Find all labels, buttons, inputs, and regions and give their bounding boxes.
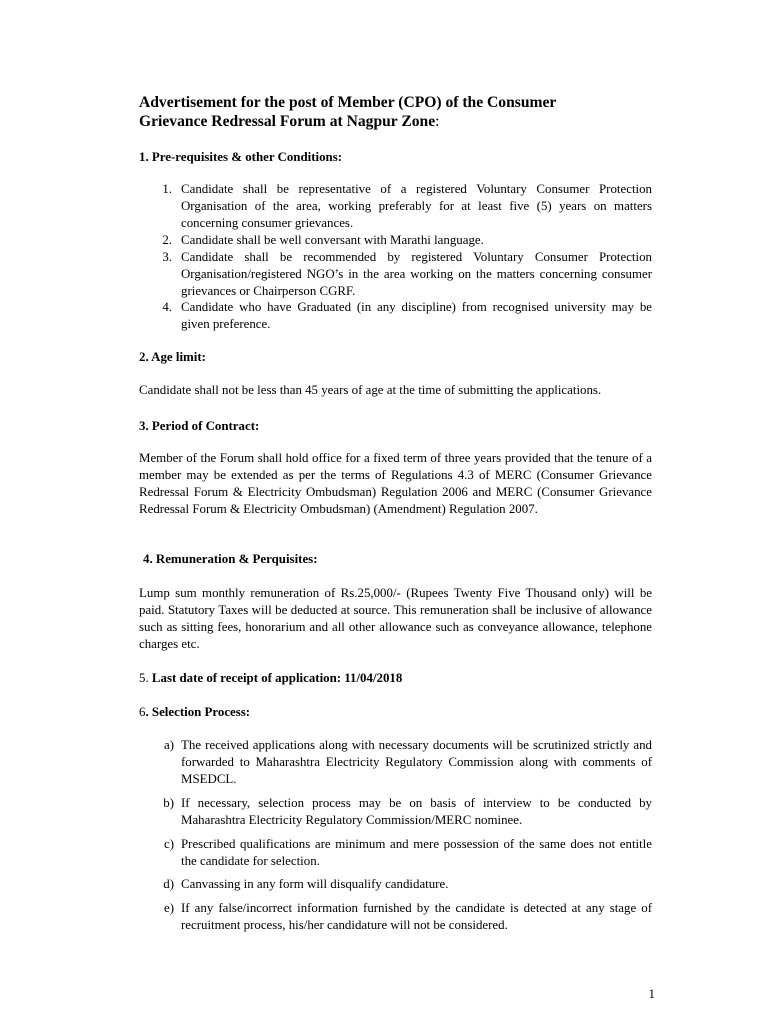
list-item-letter: b) <box>163 796 174 810</box>
section-2-text: Candidate shall not be less than 45 years of age at the time of submitting the applications. <box>139 383 602 397</box>
section-6-number: 6 <box>139 705 146 719</box>
title-colon: : <box>435 113 440 130</box>
page-number: 1 <box>648 987 655 1001</box>
list-item-letter: c) <box>163 837 174 851</box>
list-item: If any false/incorrect information furnished by the candidate is detected at any stage of recruitment process, his/her candidature will not be considered. <box>181 901 652 932</box>
list-item-number: 2. <box>162 233 172 247</box>
document-title <box>139 93 652 131</box>
list-item: Prescribed qualifications are minimum and mere possession of the same does not entitle the candidate for selection. <box>181 837 652 868</box>
section-1-heading: 1. Pre-requisites & other Conditions: <box>139 150 343 164</box>
section-6-title: . Selection Process: <box>145 705 251 719</box>
title-line-2: Grievance Redressal Forum at Nagpur Zone <box>139 113 436 130</box>
list-item: Candidate who have Graduated (in any discipline) from recognised university may be given preference. <box>181 300 652 331</box>
list-item-number: 4. <box>162 300 172 314</box>
list-item-letter: e) <box>163 901 174 915</box>
section-5-number: 5. <box>139 671 149 685</box>
list-item-letter: d) <box>163 877 174 891</box>
title-line-1: Advertisement for the post of Member (CPO) of the Consumer <box>139 94 557 111</box>
section-6-heading <box>139 704 652 721</box>
section-4-text: Lump sum monthly remuneration of Rs.25,000/- (Rupees Twenty Five Thousand only) will be paid. Statutory Taxes will be deducted at source. This remuneration shall be inclusive of allowance such as sitting fees, honorarium and all other allowance such as conveyance allowance, telephone charges etc. <box>139 586 652 651</box>
list-item-number: 1. <box>162 182 172 196</box>
section-3-text: Member of the Forum shall hold office for a fixed term of three years provided that the tenure of a member may be extended as per the terms of Regulations 4.3 of MERC (Consumer Grievance Redressal Forum & Electricity Ombudsman) Regulation 2006 and MERC (Consumer Grievance Redressal Forum & Electricity Ombudsman) (Amendment) Regulation 2007. <box>139 451 652 516</box>
list-item: Candidate shall be representative of a registered Voluntary Consumer Protection Organisation of the area, working preferably for at least five (5) years on matters concerning consumer grievances. <box>181 182 652 230</box>
list-item: Candidate shall be well conversant with Marathi language. <box>181 233 484 247</box>
section-2-heading: 2. Age limit: <box>139 350 206 364</box>
list-item: If necessary, selection process may be on basis of interview to be conducted by Maharashtra Electricity Regulatory Commission/MERC nominee. <box>181 796 652 827</box>
list-item-letter: a) <box>163 738 174 752</box>
list-item: Canvassing in any form will disqualify candidature. <box>181 877 449 891</box>
section-5-title: Last date of receipt of application: 11/04/2018 <box>151 671 403 685</box>
list-item: Candidate shall be recommended by registered Voluntary Consumer Protection Organisation/registered NGO’s in the area working on the matters concerning consumer grievances or Chairperson CGRF. <box>181 250 652 298</box>
section-5-heading <box>139 670 652 687</box>
section-4-heading: 4. Remuneration & Perquisites: <box>143 552 318 566</box>
list-item: The received applications along with necessary documents will be scrutinized strictly and forwarded to Maharashtra Electricity Regulatory Commission along with comments of MSEDCL. <box>181 738 652 786</box>
section-3-heading: 3. Period of Contract: <box>139 419 260 433</box>
list-item-number: 3. <box>162 250 172 264</box>
